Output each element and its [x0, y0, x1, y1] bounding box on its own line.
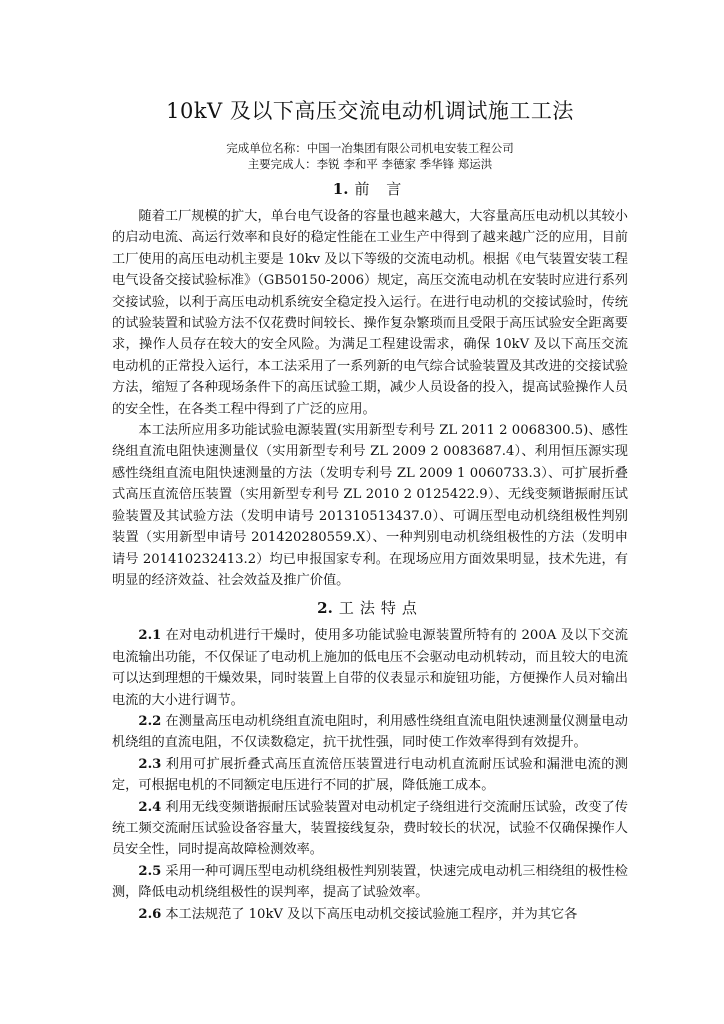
- item-text: 采用一种可调压型电动机绕组极性判别装置，快速完成电动机三相绕组的极性检测，降低电动机绕组极性的误判率，提高了试验效率。: [112, 863, 628, 901]
- paragraph: 本工法所应用多功能试验电源装置(实用新型专利号 ZL 2011 2 0068300.5)、感性绕组直流电阻快速测量仪（实用新型专利号 ZL 2009 2 0083687.4）、利用恒压源实现感性绕组直流电阻快速测量的方法（发明专利号 ZL 2009 1 0060733.3）、可扩展折叠式高压直流倍压装置（实用新型专利号 ZL 2010 2 0125422.9）、无线变频谐振耐压试验装置及其试验方法（发明申请号 201310513437.0）、可调压型电动机绕组极性判别装置（实用新型申请号 201420280559.X）、一种判别电动机绕组极性的方法（发明申请号 201410232413.2）均已申报国家专利。在现场应用方面效果明显，技术先进，有明显的经济效益、社会效益及推广价值。: [112, 423, 628, 588]
- feature-item: [112, 797, 628, 861]
- authors-line: 主要完成人：李锐 李和平 李德家 季华锋 郑运洪: [247, 157, 493, 171]
- item-text: 利用可扩展折叠式高压直流倍压装置进行电动机直流耐压试验和漏泄电流的测定，可根据电机的不同额定电压进行不同的扩展，降低施工成本。: [112, 756, 628, 794]
- item-number: 2.5: [138, 863, 162, 879]
- section-1-heading: [112, 178, 628, 200]
- feature-item: [112, 861, 628, 904]
- unit-line: 完成单位名称：中国一冶集团有限公司机电安装工程公司: [226, 141, 514, 155]
- document-title: 10kV 及以下高压交流电动机调试施工工法: [166, 99, 574, 123]
- item-number: 2.4: [138, 799, 162, 815]
- item-number: 2.3: [138, 756, 162, 772]
- section-title: 工法特点: [338, 599, 423, 618]
- item-text: 在对电动机进行干燥时，使用多功能试验电源装置所特有的 200A 及以下交流电流输出功能，不仅保证了电动机上施加的低电压不会驱动电动机转动，而且较大的电流可以达到理想的干燥效果，同时装置上自带的仪表显示和旋钮功能，方便操作人员对输出电流的大小进行调节。: [112, 628, 628, 708]
- feature-item: [112, 904, 628, 925]
- feature-item: [112, 754, 628, 797]
- item-number: 2.6: [138, 906, 162, 922]
- item-text: 本工法规范了 10kV 及以下高压电动机交接试验施工程序，并为其它各: [165, 906, 578, 922]
- item-text: 利用无线变频谐振耐压试验装置对电动机定子绕组进行交流耐压试验，改变了传统工频交流耐压试验设备容量大，装置接线复杂，费时较长的状况，试验不仅确保操作人员安全性，同时提高故障检测效率。: [112, 799, 628, 858]
- document-page: [112, 96, 628, 925]
- section-number: 1.: [332, 180, 349, 198]
- item-number: 2.1: [138, 628, 162, 644]
- item-number: 2.2: [138, 713, 162, 729]
- section-number: 2.: [317, 599, 333, 618]
- section-2-heading: [112, 597, 628, 619]
- paragraph: 随着工厂规模的扩大，单台电气设备的容量也越来越大，大容量高压电动机以其较小的启动电流、高运行效率和良好的稳定性能在工业生产中得到了越来越广泛的应用，目前工厂使用的高压电动机主要是 10kv 及以下等级的交流电动机。根据《电气装置安装工程电气设备交接试验标准》（GB50150-2006）规定，高压交流电动机在安装时应进行系列交接试验，以利于高压电动机系统安全稳定投入运行。在进行电动机的交接试验时，传统的试验装置和试验方法不仅花费时间较长、操作复杂繁琐而且受限于高压试验安全距离要求，操作人员存在较大的安全风险。为满足工程建设需求，确保 10kV 及以下高压交流电动机的正常投入运行，本工法采用了一系列新的电气综合试验装置及其改进的交接试验方法，缩短了各种现场条件下的高压试验工期，减少人员设备的投入，提高试验操作人员的安全性，在各类工程中得到了广泛的应用。: [112, 209, 628, 417]
- feature-item: [112, 625, 628, 711]
- feature-item: [112, 711, 628, 754]
- section-title: 前 言: [354, 180, 408, 198]
- item-text: 在测量高压电动机绕组直流电阻时，利用感性绕组直流电阻快速测量仪测量电动机绕组的直流电阻，不仅读数稳定，抗干扰性强，同时使工作效率得到有效提升。: [112, 713, 628, 751]
